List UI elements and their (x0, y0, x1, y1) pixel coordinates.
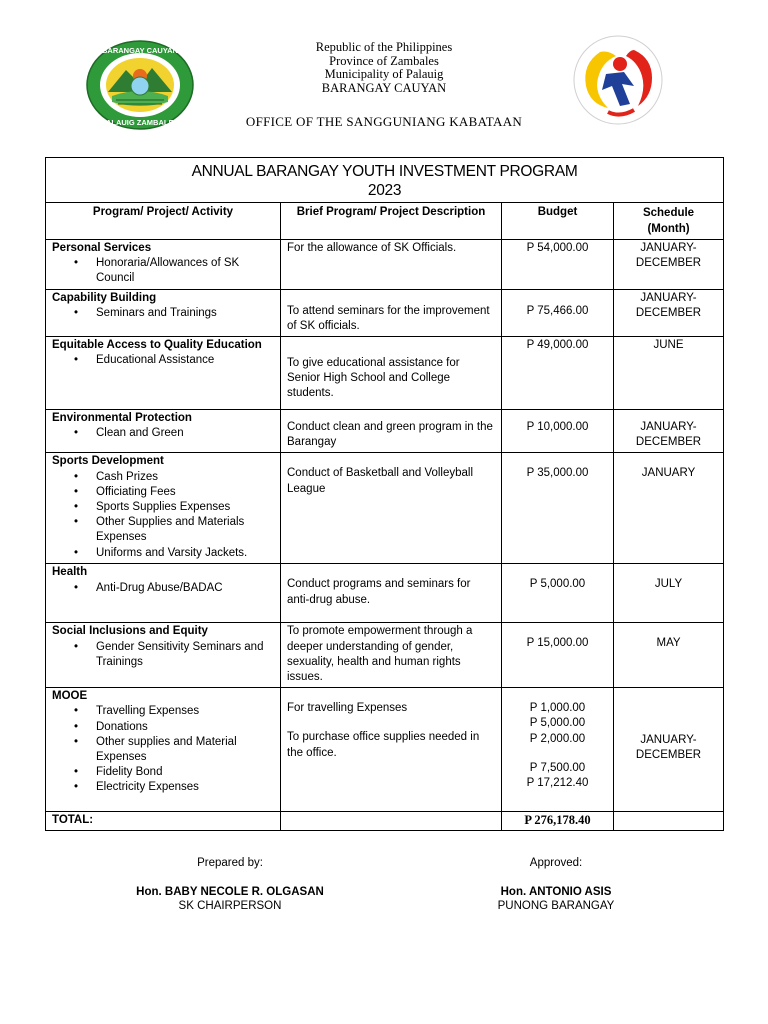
schedule-month: JULY (654, 578, 683, 591)
table-row (46, 623, 724, 688)
program-category: Sports Development (52, 455, 164, 468)
description-cell (281, 688, 502, 812)
schedule-month: JANUARY (641, 467, 696, 480)
program-rows (46, 240, 724, 812)
government-header (0, 41, 768, 95)
prepared-by-name: Hon. BABY NECOLE R. OLGASAN (136, 886, 324, 898)
table-row (46, 240, 724, 290)
description-text: For the allowance of SK Officials. (287, 242, 457, 254)
program-category: MOOE (52, 690, 88, 703)
budget-amount: P 35,000.00 (526, 467, 589, 480)
table-title (46, 158, 724, 203)
budget-amount: P 75,466.00 (526, 304, 589, 317)
budget-cell (502, 623, 614, 688)
budget-amount: P 54,000.00 (526, 242, 589, 254)
schedule-cell (614, 688, 724, 812)
budget-cell (502, 453, 614, 564)
budget-cell (502, 564, 614, 623)
schedule-month: JANUARY-DECEMBER (635, 242, 702, 270)
approved-by-name: Hon. ANTONIO ASIS (500, 886, 612, 898)
budget-amount: P 2,000.00 (529, 732, 586, 745)
description-text: To promote empowerment through a deeper understanding of gender, sexuality, health and human rights issues. (287, 625, 473, 684)
activity-list (52, 704, 274, 795)
schedule-cell (614, 337, 724, 410)
schedule-cell (614, 453, 724, 564)
header-line-republic: Republic of the Philippines (315, 40, 453, 54)
activity-item: • Officiating Fees (96, 485, 274, 500)
office-title: OFFICE OF THE SANGGUNIANG KABATAAN (245, 114, 523, 129)
budget-cell (502, 688, 614, 812)
total-empty-cell (281, 812, 502, 831)
table-row (46, 688, 724, 812)
description-cell (281, 564, 502, 623)
description-cell (281, 453, 502, 564)
activity-item: • Seminars and Trainings (96, 306, 274, 321)
activity-item: • Uniforms and Varsity Jackets. (96, 546, 274, 561)
description-cell (281, 337, 502, 410)
program-category: Personal Services (52, 242, 152, 254)
program-category: Social Inclusions and Equity (52, 625, 208, 638)
schedule-cell (614, 410, 724, 453)
prepared-by-label: Prepared by: (197, 857, 263, 869)
description-cell (281, 240, 502, 290)
activity-list (52, 640, 274, 670)
activity-item: • Anti-Drug Abuse/BADAC (96, 581, 274, 596)
schedule-month: JANUARY-DECEMBER (635, 291, 702, 319)
description-text: To purchase office supplies needed in the office. (287, 731, 480, 759)
approved-by-title: PUNONG BARANGAY (497, 900, 615, 912)
budget-amount: P 10,000.00 (526, 421, 589, 434)
schedule-cell (614, 240, 724, 290)
program-cell (46, 623, 281, 688)
budget-amount: P 7,500.00 (529, 761, 586, 774)
table-title-year: 2023 (367, 182, 402, 199)
description-text: For travelling Expenses (287, 702, 408, 715)
activity-list (52, 306, 274, 321)
table-title-line1: ANNUAL BARANGAY YOUTH INVESTMENT PROGRAM (191, 163, 578, 180)
description-text: To give educational assistance for Senior High School and College students. (287, 357, 460, 400)
description-text: Conduct programs and seminars for anti-drug abuse. (287, 578, 471, 606)
schedule-cell (614, 564, 724, 623)
program-category: Capability Building (52, 291, 157, 304)
activity-item: • Educational Assistance (96, 353, 274, 368)
table-row (46, 453, 724, 564)
header-line-municipality: Municipality of Palauig (324, 67, 444, 81)
budget-amount: P 5,000.00 (529, 717, 586, 730)
budget-amount: P 1,000.00 (529, 702, 586, 715)
header-line-barangay: BARANGAY CAUYAN (321, 80, 447, 95)
program-cell (46, 410, 281, 453)
activity-item: • Travelling Expenses (96, 704, 274, 719)
description-text: Conduct of Basketball and Volleyball League (287, 467, 474, 495)
program-cell (46, 453, 281, 564)
schedule-month: MAY (656, 637, 681, 650)
budget-cell (502, 410, 614, 453)
description-cell (281, 623, 502, 688)
table-row (46, 337, 724, 410)
abyip-table (45, 157, 724, 831)
schedule-month: JUNE (653, 339, 684, 352)
total-label: TOTAL: (46, 812, 281, 831)
activity-item: • Cash Prizes (96, 470, 274, 485)
total-amount: P 276,178.40 (502, 812, 614, 831)
col-header-schedule: Schedule (Month) (614, 203, 724, 240)
svg-text:BARANGAY CAUYAN: BARANGAY CAUYAN (102, 46, 178, 55)
budget-amount: P 49,000.00 (526, 339, 589, 352)
activity-item: • Honoraria/Allowances of SK Council (96, 256, 274, 286)
program-category: Environmental Protection (52, 412, 192, 425)
activity-list (52, 256, 274, 286)
table-row (46, 289, 724, 336)
activity-item: • Gender Sensitivity Seminars and Trainings (96, 640, 274, 670)
title-row (46, 158, 724, 203)
schedule-cell (614, 623, 724, 688)
budget-cell (502, 289, 614, 336)
description-cell (281, 410, 502, 453)
activity-item: • Fidelity Bond (96, 765, 274, 780)
activity-list (52, 581, 274, 596)
total-empty-cell (614, 812, 724, 831)
activity-item: • Other Supplies and Materials Expenses (96, 515, 274, 545)
schedule-month: JANUARY-DECEMBER (635, 734, 702, 762)
approved-by-label: Approved: (529, 857, 583, 869)
activity-list (52, 426, 274, 441)
col-header-budget: Budget (502, 203, 614, 240)
prepared-by-block (106, 856, 354, 913)
activity-item: • Donations (96, 720, 274, 735)
total-row (46, 812, 724, 831)
column-header-row (46, 203, 724, 240)
table-row (46, 564, 724, 623)
prepared-by-title: SK CHAIRPERSON (178, 900, 282, 912)
schedule-month: JANUARY-DECEMBER (635, 421, 702, 449)
description-cell (281, 289, 502, 336)
budget-cell (502, 240, 614, 290)
header-line-province: Province of Zambales (329, 53, 439, 68)
activity-list (52, 353, 274, 368)
budget-cell (502, 337, 614, 410)
program-cell (46, 289, 281, 336)
activity-item: • Clean and Green (96, 426, 274, 441)
activity-item: • Sports Supplies Expenses (96, 500, 274, 515)
table-row (46, 410, 724, 453)
budget-amount: P 15,000.00 (526, 637, 589, 650)
activity-item: • Other supplies and Material Expenses (96, 735, 274, 765)
approved-by-block (432, 856, 680, 913)
budget-amount: P 17,212.40 (526, 777, 589, 790)
description-text: Conduct clean and green program in the Barangay (287, 421, 493, 449)
col-header-description: Brief Program/ Project Description (281, 203, 502, 240)
program-cell (46, 337, 281, 410)
description-text: To attend seminars for the improvement of SK officials. (287, 304, 490, 332)
schedule-cell (614, 289, 724, 336)
program-cell (46, 240, 281, 290)
program-category: Equitable Access to Quality Education (52, 339, 262, 352)
activity-list (52, 470, 274, 561)
program-category: Health (52, 566, 88, 579)
program-cell (46, 564, 281, 623)
program-cell (46, 688, 281, 812)
budget-amount: P 5,000.00 (529, 578, 586, 591)
svg-text:PALAUIG ZAMBALES: PALAUIG ZAMBALES (101, 118, 179, 127)
activity-item: • Electricity Expenses (96, 780, 274, 795)
col-header-program: Program/ Project/ Activity (46, 203, 281, 240)
